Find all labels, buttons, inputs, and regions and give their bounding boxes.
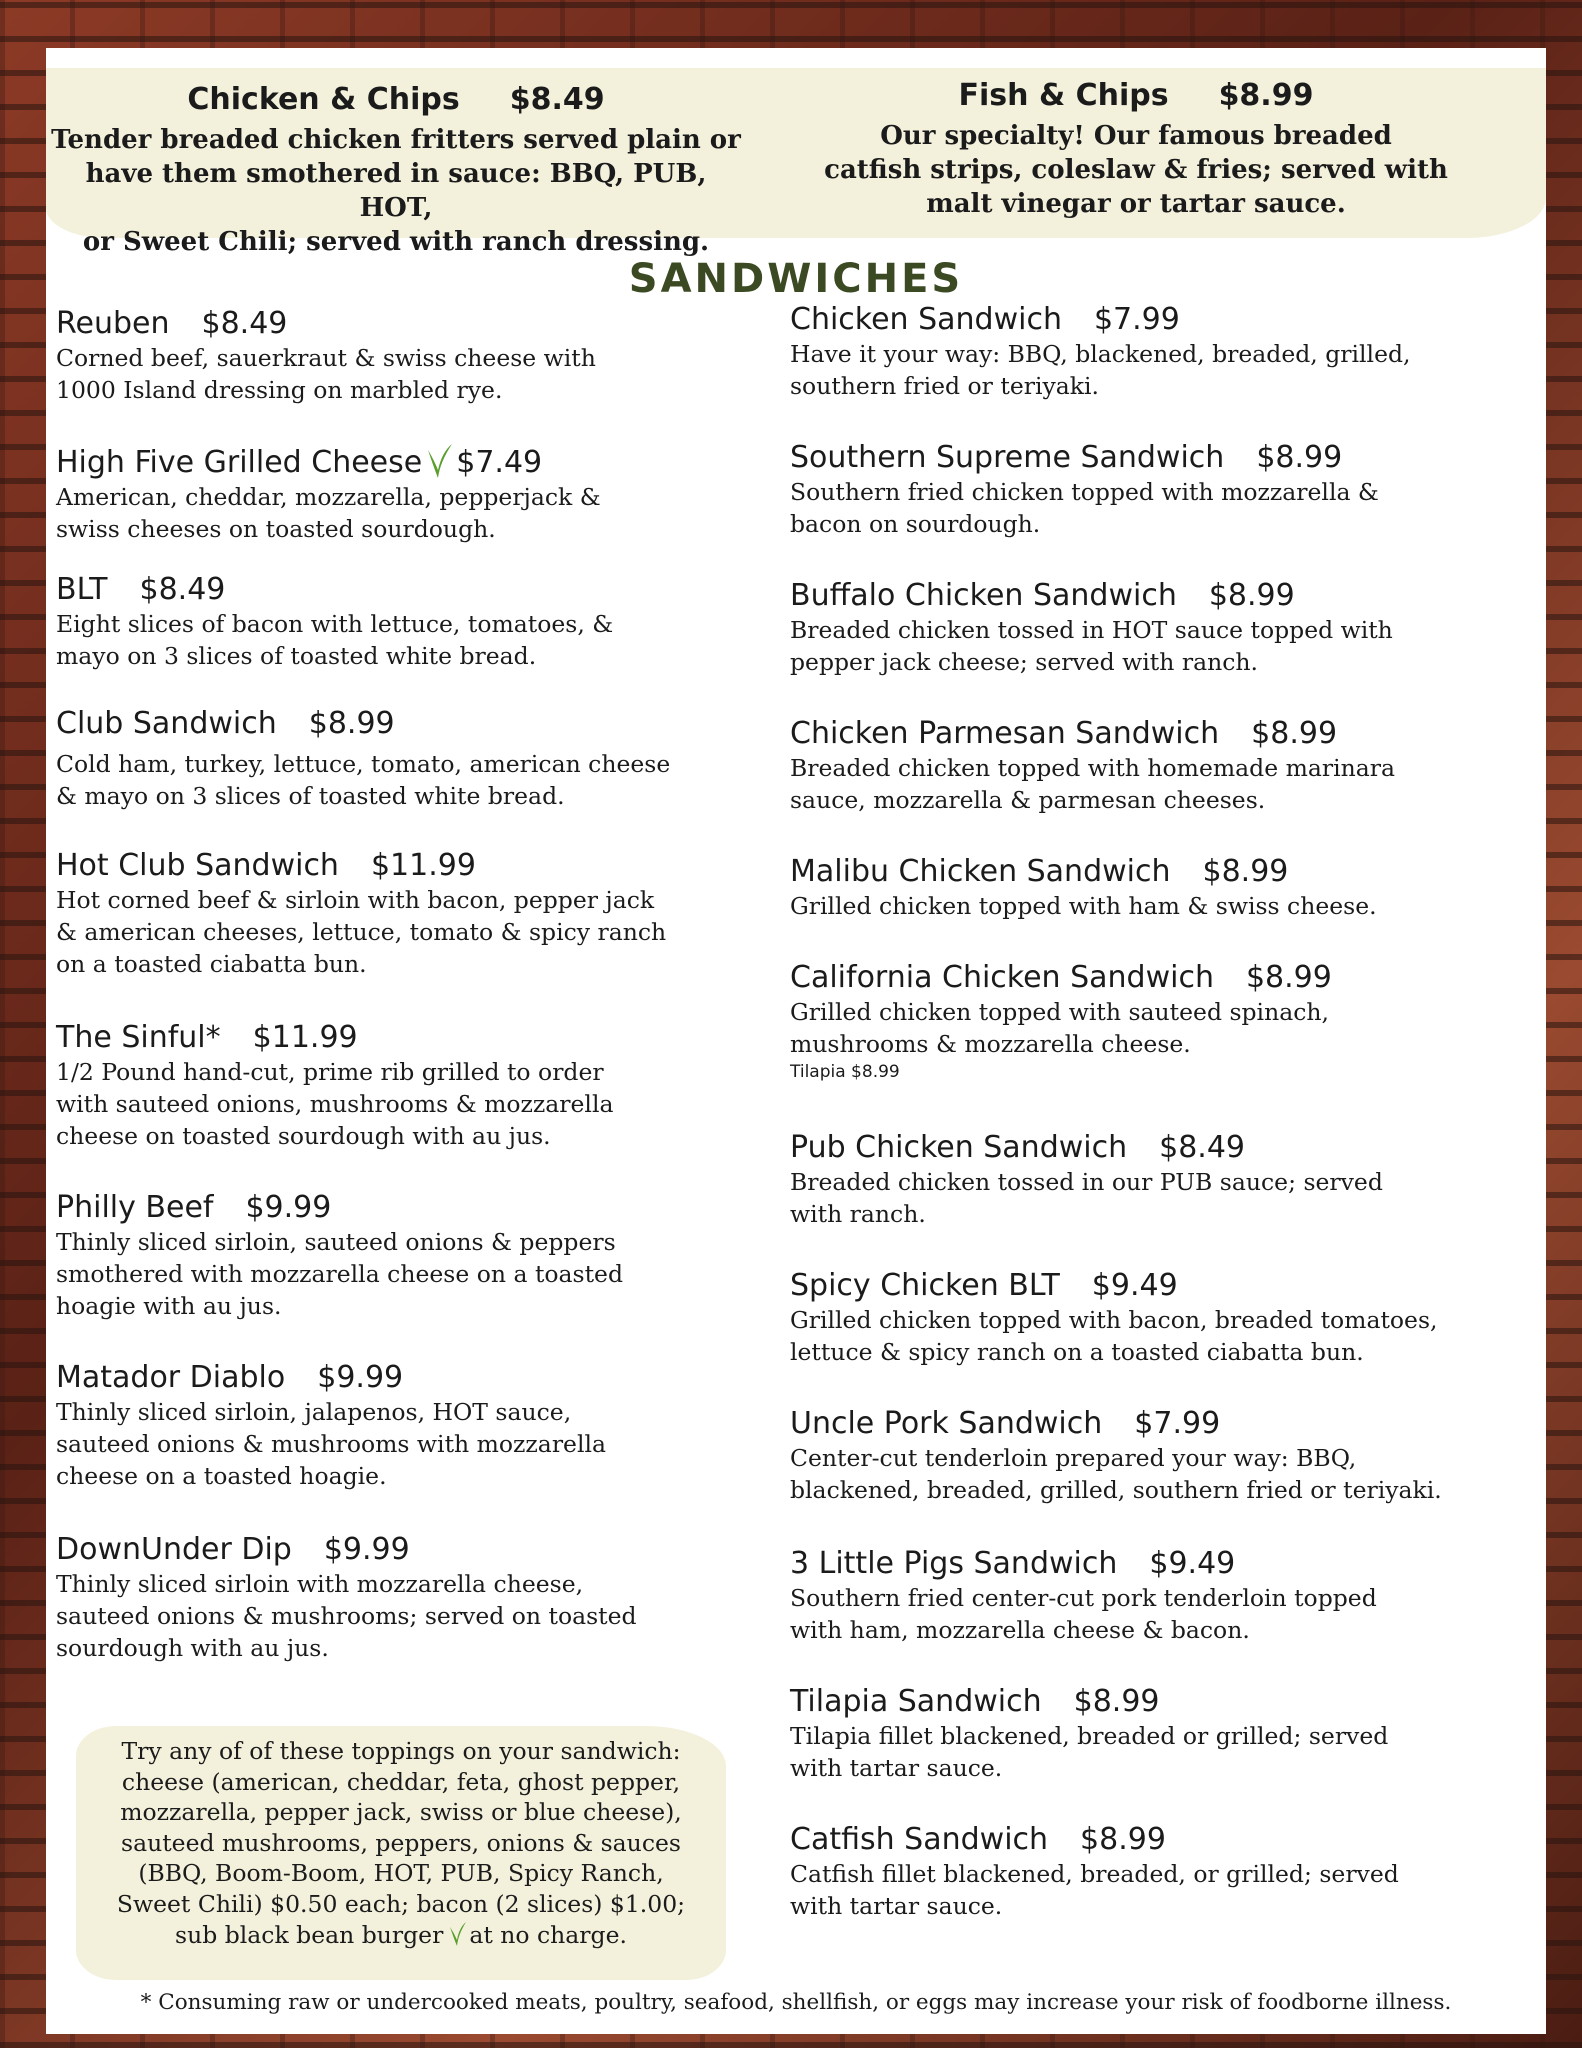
desc-line: sauce, mozzarella & parmesan cheeses.: [790, 786, 1266, 814]
special-price: $8.99: [1218, 78, 1314, 113]
desc-line: with sauteed onions, mushrooms & mozzarella: [56, 1090, 614, 1118]
item-name: Catfish Sandwich: [790, 1822, 1049, 1857]
toppings-line: mozzarella, pepper jack, swiss or blue cheese),: [120, 1798, 682, 1826]
desc-line: Hot corned beef & sirloin with bacon, pepper jack: [56, 886, 655, 914]
item-name: Spicy Chicken BLT: [790, 1268, 1060, 1303]
item-name: Matador Diablo: [56, 1360, 286, 1395]
menu-item-chicken-sandwich: [790, 302, 1530, 402]
item-description: [790, 1304, 1530, 1368]
menu-page: [46, 48, 1546, 2034]
item-description: [790, 1582, 1530, 1646]
desc-line: have them smothered in sauce: BBQ, PUB, HOT,: [85, 159, 707, 223]
special-heading: [766, 78, 1506, 113]
item-price: $8.99: [1202, 854, 1289, 889]
item-description: [56, 1568, 746, 1664]
item-heading: [790, 716, 1530, 752]
menu-item-california-chicken-sandwich: [790, 960, 1530, 1082]
desc-line: Have it your way: BBQ, blackened, breaded, grilled,: [790, 340, 1411, 368]
desc-line: blackened, breaded, grilled, southern fried or teriyaki.: [790, 1476, 1442, 1504]
item-description: [56, 481, 746, 545]
desc-line: sauteed onions & mushrooms; served on toasted: [56, 1602, 637, 1630]
item-description: [790, 996, 1530, 1060]
toppings-line: (BBQ, Boom-Boom, HOT, PUB, Spicy Ranch,: [138, 1859, 664, 1887]
desc-line: Thinly sliced sirloin with mozzarella cheese,: [56, 1570, 584, 1598]
item-heading: [56, 306, 746, 342]
menu-item-southern-supreme-sandwich: [790, 440, 1530, 540]
item-price: $8.99: [1245, 960, 1332, 995]
item-price: $9.99: [323, 1532, 410, 1567]
menu-item-spicy-chicken-blt: [790, 1268, 1530, 1368]
item-price: $11.99: [370, 848, 476, 883]
desc-line: Tilapia fillet blackened, breaded or grilled; served: [790, 1722, 1389, 1750]
menu-item-downunder-dip: [56, 1532, 746, 1664]
item-variant: Tilapia $8.99: [790, 1062, 900, 1082]
menu-item-3-little-pigs-sandwich: [790, 1546, 1530, 1646]
special-description: [766, 119, 1506, 221]
toppings-line: cheese (american, cheddar, feta, ghost pepper,: [121, 1767, 681, 1796]
item-price: $8.49: [201, 306, 288, 341]
item-description: [790, 1166, 1530, 1230]
desc-line: Eight slices of bacon with lettuce, tomatoes, &: [56, 610, 614, 638]
special-fish-chips: [766, 78, 1506, 221]
section-title-sandwiches: SANDWICHES: [628, 256, 964, 302]
item-description: [790, 1720, 1530, 1784]
item-description: [790, 1442, 1530, 1506]
special-name: Chicken & Chips: [187, 82, 460, 117]
item-heading: [790, 578, 1530, 614]
desc-line: Southern fried center-cut pork tenderloin topped: [790, 1584, 1377, 1612]
item-name: Reuben: [56, 306, 170, 341]
desc-line: or Sweet Chili; served with ranch dressing.: [82, 227, 710, 257]
item-price: $8.49: [139, 572, 226, 607]
desc-line: malt vinegar or tartar sauce.: [926, 189, 1346, 219]
desc-line: 1/2 Pound hand-cut, prime rib grilled to order: [56, 1058, 604, 1086]
desc-line: Corned beef, sauerkraut & swiss cheese with: [56, 344, 596, 372]
vegetarian-leaf-icon: [426, 440, 454, 480]
item-description: [790, 614, 1530, 678]
item-heading: [790, 1822, 1530, 1858]
item-heading: [56, 1360, 746, 1396]
menu-item-malibu-chicken-sandwich: [790, 854, 1530, 922]
menu-item-buffalo-chicken-sandwich: [790, 578, 1530, 678]
item-name: High Five Grilled Cheese: [56, 445, 423, 480]
menu-item-catfish-sandwich: [790, 1822, 1530, 1922]
item-heading: [56, 1190, 746, 1226]
item-name: Philly Beef: [56, 1190, 214, 1225]
desc-line: Catfish fillet blackened, breaded, or grilled; served: [790, 1860, 1399, 1888]
item-name: BLT: [56, 572, 108, 607]
health-disclaimer: * Consuming raw or undercooked meats, poultry, seafood, shellfish, or eggs may increase your risk of foodborne illness.: [140, 1990, 1452, 2015]
item-heading: [56, 706, 746, 742]
item-heading: [790, 302, 1530, 338]
special-chicken-chips: [46, 82, 746, 259]
desc-line: hoagie with au jus.: [56, 1292, 282, 1320]
item-name: DownUnder Dip: [56, 1532, 292, 1567]
desc-line: Grilled chicken topped with bacon, breaded tomatoes,: [790, 1306, 1438, 1334]
item-description: [790, 476, 1530, 540]
toppings-text: sub black bean burger: [175, 1921, 444, 1949]
desc-line: with tartar sauce.: [790, 1754, 1003, 1782]
desc-line: Breaded chicken topped with homemade marinara: [790, 754, 1396, 782]
item-price: $8.99: [1080, 1822, 1166, 1857]
item-heading: [56, 848, 746, 884]
desc-line: cheese on toasted sourdough with au jus.: [56, 1122, 551, 1150]
item-price: $11.99: [252, 1020, 358, 1055]
toppings-line: sauteed mushrooms, peppers, onions & sauces: [121, 1828, 681, 1857]
item-price: $8.99: [1073, 1684, 1160, 1719]
desc-line: southern fried or teriyaki.: [790, 372, 1099, 400]
item-heading: [790, 1684, 1530, 1720]
item-name: Tilapia Sandwich: [790, 1684, 1042, 1719]
menu-item-high-five-grilled-cheese: [56, 440, 746, 545]
desc-line: pepper jack cheese; served with ranch.: [790, 648, 1259, 676]
menu-item-the-sinful: [56, 1020, 746, 1152]
item-description: [56, 748, 746, 812]
item-price: $9.99: [317, 1360, 404, 1395]
desc-line: with tartar sauce.: [790, 1892, 1003, 1920]
desc-line: Breaded chicken tossed in our PUB sauce; served: [790, 1168, 1383, 1196]
desc-line: Thinly sliced sirloin, jalapenos, HOT sauce,: [56, 1398, 572, 1426]
desc-line: Southern fried chicken topped with mozzarella &: [790, 478, 1379, 506]
item-description: [56, 1226, 746, 1322]
item-price: $9.49: [1091, 1268, 1178, 1303]
item-name: Pub Chicken Sandwich: [790, 1130, 1128, 1165]
desc-line: Cold ham, turkey, lettuce, tomato, american cheese: [56, 750, 671, 778]
desc-line: Grilled chicken topped with sauteed spinach,: [790, 998, 1329, 1026]
desc-line: with ranch.: [790, 1200, 926, 1228]
desc-line: Breaded chicken tossed in HOT sauce topped with: [790, 616, 1393, 644]
item-heading: [790, 440, 1530, 476]
item-description: [56, 608, 746, 672]
menu-item-philly-beef: [56, 1190, 746, 1322]
item-description: [790, 338, 1530, 402]
desc-line: Tender breaded chicken fritters served plain or: [51, 125, 741, 155]
special-heading: [46, 82, 746, 117]
menu-item-chicken-parmesan-sandwich: [790, 716, 1530, 816]
desc-line: swiss cheeses on toasted sourdough.: [56, 515, 496, 543]
desc-line: & american cheeses, lettuce, tomato & spicy ranch: [56, 918, 667, 946]
item-heading: [790, 1268, 1530, 1304]
item-price: $8.99: [1208, 578, 1295, 613]
toppings-note: [76, 1736, 726, 1951]
desc-line: sourdough with au jus.: [56, 1634, 329, 1662]
item-heading: [56, 1532, 746, 1568]
item-heading: [56, 1020, 746, 1056]
item-name: Hot Club Sandwich: [56, 848, 339, 883]
desc-line: on a toasted ciabatta bun.: [56, 950, 367, 978]
desc-line: Thinly sliced sirloin, sauteed onions & peppers: [56, 1228, 616, 1256]
item-heading: [790, 1406, 1530, 1442]
item-price: $7.99: [1093, 302, 1180, 337]
special-name: Fish & Chips: [958, 78, 1169, 113]
menu-item-club-sandwich: [56, 706, 746, 812]
toppings-line: Sweet Chili) $0.50 each; bacon (2 slices) $1.00;: [116, 1889, 686, 1918]
desc-line: & mayo on 3 slices of toasted white bread.: [56, 782, 565, 810]
item-description: [56, 1396, 746, 1492]
item-description: [56, 342, 746, 406]
item-name: The Sinful*: [56, 1020, 221, 1055]
desc-line: lettuce & spicy ranch on a toasted ciabatta bun.: [790, 1338, 1364, 1366]
special-description: [46, 123, 746, 259]
item-price: $7.49: [456, 445, 543, 480]
item-price: $8.99: [308, 706, 395, 741]
menu-item-reuben: [56, 306, 746, 406]
vegetarian-leaf-icon: [449, 1919, 467, 1947]
desc-line: smothered with mozzarella cheese on a toasted: [56, 1260, 624, 1288]
item-heading: [790, 960, 1530, 996]
item-name: Chicken Sandwich: [790, 302, 1062, 337]
item-price: $8.49: [1159, 1130, 1246, 1165]
special-price: $8.49: [509, 82, 605, 117]
item-name: California Chicken Sandwich: [790, 960, 1214, 995]
menu-item-tilapia-sandwich: [790, 1684, 1530, 1784]
item-description: [56, 1056, 746, 1152]
item-name: 3 Little Pigs Sandwich: [790, 1546, 1118, 1581]
desc-line: mayo on 3 slices of toasted white bread.: [56, 642, 537, 670]
item-description: [790, 752, 1530, 816]
item-price: $8.99: [1251, 716, 1338, 751]
toppings-line: Try any of of these toppings on your sandwich:: [121, 1737, 681, 1765]
desc-line: cheese on a toasted hoagie.: [56, 1462, 387, 1490]
menu-item-blt: [56, 572, 746, 672]
item-heading: [790, 854, 1530, 890]
menu-item-hot-club-sandwich: [56, 848, 746, 980]
desc-line: mushrooms & mozzarella cheese.: [790, 1030, 1191, 1058]
item-heading: [56, 572, 746, 608]
desc-line: Our specialty! Our famous breaded: [880, 121, 1392, 151]
item-description: [56, 884, 746, 980]
item-price: $8.99: [1256, 440, 1343, 475]
item-name: Buffalo Chicken Sandwich: [790, 578, 1177, 613]
desc-line: sauteed onions & mushrooms with mozzarella: [56, 1430, 607, 1458]
item-price: $9.49: [1149, 1546, 1236, 1581]
menu-item-pub-chicken-sandwich: [790, 1130, 1530, 1230]
item-name: Malibu Chicken Sandwich: [790, 854, 1171, 889]
desc-line: with ham, mozzarella cheese & bacon.: [790, 1616, 1250, 1644]
item-name: Uncle Pork Sandwich: [790, 1406, 1103, 1441]
item-heading: [56, 440, 746, 481]
desc-line: catfish strips, coleslaw & fries; served with: [824, 155, 1448, 185]
item-heading: [790, 1546, 1530, 1582]
item-name: Club Sandwich: [56, 706, 277, 741]
item-name: Chicken Parmesan Sandwich: [790, 716, 1220, 751]
desc-line: American, cheddar, mozzarella, pepperjack &: [56, 483, 601, 511]
menu-item-uncle-pork-sandwich: [790, 1406, 1530, 1506]
item-description: [790, 890, 1530, 922]
item-description: [790, 1858, 1530, 1922]
desc-line: 1000 Island dressing on marbled rye.: [56, 376, 503, 404]
item-price: $7.99: [1134, 1406, 1221, 1441]
desc-line: Grilled chicken topped with ham & swiss cheese.: [790, 892, 1377, 920]
desc-line: bacon on sourdough.: [790, 510, 1041, 538]
toppings-text: at no charge.: [469, 1921, 627, 1949]
item-price: $9.99: [245, 1190, 332, 1225]
toppings-line-last: [76, 1919, 726, 1951]
item-name: Southern Supreme Sandwich: [790, 440, 1225, 475]
desc-line: Center-cut tenderloin prepared your way: BBQ,: [790, 1444, 1357, 1472]
item-heading: [790, 1130, 1530, 1166]
menu-item-matador-diablo: [56, 1360, 746, 1492]
